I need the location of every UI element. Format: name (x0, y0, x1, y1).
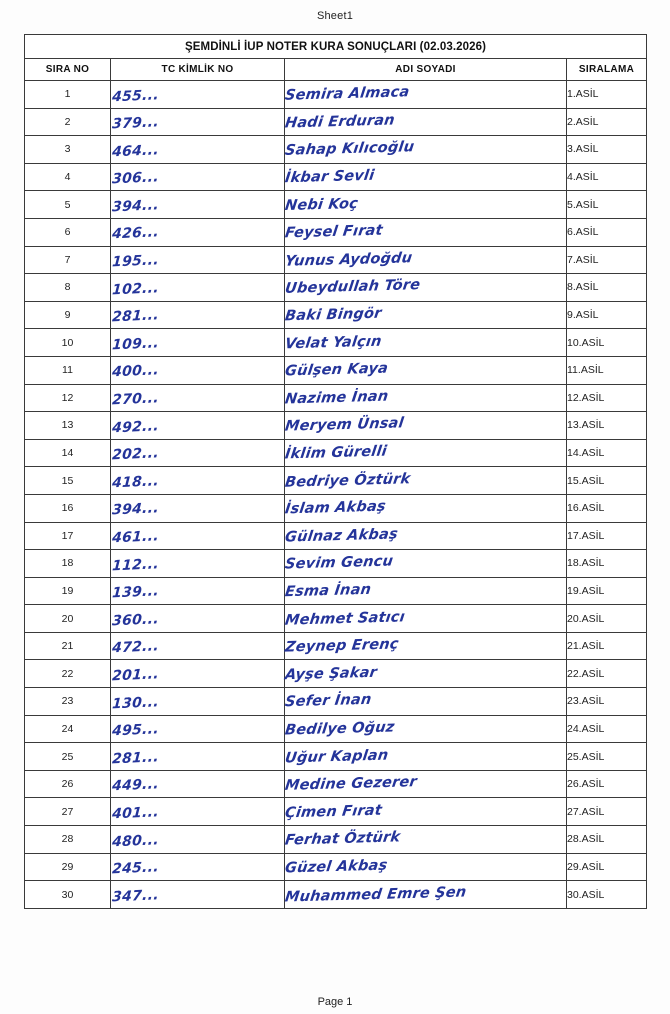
handwritten-name-value: Nebi Koç (283, 195, 359, 214)
table-row (25, 218, 647, 246)
cell-adi-soyadi (285, 191, 567, 219)
cell-tc-kimlik-no (110, 686, 285, 717)
column-header-sira-no: SIRA NO (25, 59, 111, 81)
cell-adi-soyadi (285, 384, 567, 412)
cell-adi-soyadi (285, 632, 567, 660)
cell-sira-no: 27 (25, 798, 111, 826)
cell-tc-kimlik-no (110, 134, 285, 165)
handwritten-tc-value: 102... (110, 279, 159, 298)
table-row (25, 467, 647, 495)
cell-tc-kimlik-no (110, 217, 285, 248)
cell-tc-kimlik-no (110, 713, 285, 744)
column-header-tc-kimlik-no: TC KİMLİK NO (111, 59, 285, 81)
cell-sira-no: 23 (25, 688, 111, 716)
cell-adi-soyadi (285, 356, 567, 384)
cell-siralama: 13.ASİL (567, 412, 647, 440)
table-row (25, 191, 647, 219)
cell-tc-kimlik-no (110, 658, 285, 689)
cell-siralama: 27.ASİL (567, 798, 647, 826)
handwritten-tc-value: 394... (110, 196, 159, 216)
handwritten-tc-value: 347... (110, 886, 159, 905)
handwritten-name-value: Sahap Kılıcoğlu (283, 139, 416, 160)
handwritten-name-value: Velat Yalçın (283, 333, 383, 353)
table-row (25, 853, 647, 881)
handwritten-tc-value: 461... (110, 527, 159, 547)
cell-tc-kimlik-no (110, 79, 285, 110)
cell-tc-kimlik-no (110, 741, 285, 772)
cell-adi-soyadi (285, 246, 567, 274)
handwritten-name-value: Ferhat Öztürk (283, 829, 402, 849)
handwritten-tc-value: 112... (110, 555, 159, 574)
cell-sira-no: 2 (25, 108, 111, 136)
cell-siralama: 15.ASİL (567, 467, 647, 495)
cell-sira-no: 20 (25, 605, 111, 633)
table-row (25, 274, 647, 302)
cell-adi-soyadi (285, 715, 567, 743)
cell-adi-soyadi (285, 136, 567, 164)
kura-results-table (24, 34, 647, 909)
cell-adi-soyadi (285, 494, 567, 522)
cell-siralama: 25.ASİL (567, 743, 647, 771)
handwritten-tc-value: 109... (110, 334, 159, 354)
handwritten-name-value: Çimen Fırat (283, 802, 383, 822)
table-row (25, 605, 647, 633)
table-row (25, 494, 647, 522)
cell-adi-soyadi (285, 688, 567, 716)
table-row (25, 522, 647, 550)
cell-sira-no: 8 (25, 274, 111, 302)
handwritten-tc-value: 201... (110, 665, 159, 685)
cell-adi-soyadi (285, 467, 567, 495)
table-row (25, 384, 647, 412)
handwritten-tc-value: 195... (110, 252, 159, 271)
cell-tc-kimlik-no (110, 106, 285, 137)
handwritten-tc-value: 480... (110, 831, 159, 850)
cell-siralama: 4.ASİL (567, 163, 647, 191)
cell-adi-soyadi (285, 743, 567, 771)
handwritten-name-value: Nazime İnan (283, 388, 390, 408)
cell-tc-kimlik-no (110, 465, 285, 496)
handwritten-tc-value: 495... (110, 721, 159, 740)
handwritten-name-value: Bedriye Öztürk (283, 470, 412, 491)
table-row (25, 136, 647, 164)
handwritten-name-value: Güzel Akbaş (283, 857, 389, 877)
cell-sira-no: 3 (25, 136, 111, 164)
table-body (25, 35, 647, 909)
handwritten-tc-value: 306... (110, 169, 159, 188)
handwritten-name-value: Ayşe Şakar (283, 664, 378, 684)
cell-siralama: 21.ASİL (567, 632, 647, 660)
cell-siralama: 16.ASİL (567, 494, 647, 522)
handwritten-tc-value: 130... (110, 693, 159, 712)
handwritten-tc-value: 449... (110, 776, 159, 795)
table-row (25, 412, 647, 440)
cell-adi-soyadi (285, 274, 567, 302)
table-row (25, 743, 647, 771)
cell-siralama: 19.ASİL (567, 577, 647, 605)
handwritten-tc-value: 270... (110, 390, 159, 409)
table-row (25, 163, 647, 191)
handwritten-tc-value: 379... (110, 114, 159, 133)
cell-siralama: 2.ASİL (567, 108, 647, 136)
cell-siralama: 29.ASİL (567, 853, 647, 881)
table-row (25, 688, 647, 716)
cell-adi-soyadi (285, 81, 567, 109)
cell-sira-no: 12 (25, 384, 111, 412)
cell-tc-kimlik-no (110, 299, 285, 330)
cell-tc-kimlik-no (110, 631, 285, 662)
cell-tc-kimlik-no (110, 575, 285, 606)
cell-sira-no: 16 (25, 494, 111, 522)
cell-adi-soyadi (285, 163, 567, 191)
cell-siralama: 26.ASİL (567, 770, 647, 798)
cell-sira-no: 19 (25, 577, 111, 605)
table-row (25, 301, 647, 329)
cell-tc-kimlik-no (110, 355, 285, 386)
cell-sira-no: 15 (25, 467, 111, 495)
cell-sira-no: 29 (25, 853, 111, 881)
cell-adi-soyadi (285, 108, 567, 136)
handwritten-name-value: Baki Bingör (283, 305, 383, 325)
handwritten-tc-value: 400... (110, 362, 159, 381)
cell-siralama: 22.ASİL (567, 660, 647, 688)
table-row (25, 798, 647, 826)
handwritten-name-value: İslam Akbaş (283, 498, 387, 518)
handwritten-tc-value: 455... (110, 86, 159, 105)
handwritten-name-value: İkbar Sevli (283, 167, 376, 187)
table-row (25, 356, 647, 384)
cell-adi-soyadi (285, 605, 567, 633)
cell-siralama: 18.ASİL (567, 550, 647, 578)
table-header-row (25, 59, 647, 81)
cell-sira-no: 24 (25, 715, 111, 743)
cell-siralama: 9.ASİL (567, 301, 647, 329)
handwritten-name-value: Yunus Aydoğdu (283, 250, 414, 270)
cell-tc-kimlik-no (110, 272, 285, 303)
cell-siralama: 10.ASİL (567, 329, 647, 357)
cell-sira-no: 26 (25, 770, 111, 798)
cell-sira-no: 6 (25, 218, 111, 246)
handwritten-name-value: Ubeydullah Töre (283, 277, 422, 298)
cell-sira-no: 17 (25, 522, 111, 550)
handwritten-tc-value: 464... (110, 141, 159, 160)
cell-siralama: 24.ASİL (567, 715, 647, 743)
handwritten-name-value: Hadi Erduran (283, 112, 396, 132)
cell-sira-no: 10 (25, 329, 111, 357)
table-row (25, 81, 647, 109)
results-table-container (24, 34, 646, 909)
cell-sira-no: 5 (25, 191, 111, 219)
cell-tc-kimlik-no (110, 493, 285, 524)
handwritten-name-value: Gülnaz Akbaş (283, 526, 399, 546)
sheet-label: Sheet1 (316, 10, 354, 22)
cell-adi-soyadi (285, 412, 567, 440)
cell-siralama: 3.ASİL (567, 136, 647, 164)
cell-tc-kimlik-no (110, 161, 285, 192)
cell-tc-kimlik-no (110, 520, 285, 551)
cell-sira-no: 21 (25, 632, 111, 660)
cell-siralama: 6.ASİL (567, 218, 647, 246)
cell-siralama: 5.ASİL (567, 191, 647, 219)
cell-sira-no: 13 (25, 412, 111, 440)
table-row (25, 632, 647, 660)
cell-sira-no: 22 (25, 660, 111, 688)
cell-sira-no: 1 (25, 81, 111, 109)
cell-tc-kimlik-no (110, 327, 285, 358)
table-row (25, 550, 647, 578)
table-row (25, 826, 647, 854)
handwritten-name-value: Medine Gezerer (283, 774, 418, 795)
cell-siralama: 1.ASİL (567, 81, 647, 109)
cell-adi-soyadi (285, 439, 567, 467)
cell-adi-soyadi (285, 329, 567, 357)
cell-tc-kimlik-no (110, 410, 285, 441)
table-row (25, 108, 647, 136)
table-row (25, 577, 647, 605)
cell-tc-kimlik-no (110, 437, 285, 468)
cell-tc-kimlik-no (110, 796, 285, 827)
table-row (25, 660, 647, 688)
handwritten-name-value: Feysel Fırat (283, 222, 384, 242)
handwritten-name-value: Zeynep Erenç (283, 636, 400, 656)
cell-sira-no: 4 (25, 163, 111, 191)
cell-sira-no: 18 (25, 550, 111, 578)
cell-tc-kimlik-no (110, 879, 285, 910)
handwritten-name-value: Sefer İnan (283, 692, 373, 711)
handwritten-tc-value: 426... (110, 224, 159, 243)
table-row (25, 439, 647, 467)
cell-siralama: 20.ASİL (567, 605, 647, 633)
cell-tc-kimlik-no (110, 603, 285, 634)
handwritten-tc-value: 139... (110, 583, 159, 602)
table-row (25, 770, 647, 798)
column-header-siralama: SIRALAMA (567, 59, 647, 81)
handwritten-tc-value: 202... (110, 445, 159, 464)
handwritten-name-value: Sevim Gencu (283, 553, 395, 573)
cell-adi-soyadi (285, 301, 567, 329)
handwritten-name-value: Meryem Ünsal (283, 415, 405, 436)
cell-siralama: 12.ASİL (567, 384, 647, 412)
handwritten-name-value: İklim Gürelli (283, 443, 388, 463)
cell-sira-no: 11 (25, 356, 111, 384)
handwritten-name-value: Bedilye Oğuz (283, 719, 396, 739)
table-title: ŞEMDİNLİ İUP NOTER KURA SONUÇLARI (02.03.2026) (25, 35, 647, 59)
cell-tc-kimlik-no (110, 189, 285, 220)
cell-tc-kimlik-no (110, 244, 285, 275)
cell-adi-soyadi (285, 522, 567, 550)
cell-siralama: 23.ASİL (567, 688, 647, 716)
handwritten-tc-value: 472... (110, 638, 159, 657)
cell-siralama: 28.ASİL (567, 826, 647, 854)
cell-sira-no: 25 (25, 743, 111, 771)
column-header-adi-soyadi: ADI SOYADI (285, 59, 567, 81)
handwritten-name-value: Mehmet Satıcı (283, 608, 406, 629)
cell-adi-soyadi (285, 881, 567, 909)
table-row (25, 246, 647, 274)
handwritten-tc-value: 281... (110, 307, 159, 326)
handwritten-name-value: Esma İnan (283, 581, 373, 601)
cell-sira-no: 14 (25, 439, 111, 467)
cell-adi-soyadi (285, 550, 567, 578)
table-row (25, 715, 647, 743)
cell-tc-kimlik-no (110, 769, 285, 800)
cell-siralama: 11.ASİL (567, 356, 647, 384)
table-row (25, 881, 647, 909)
cell-sira-no: 30 (25, 881, 111, 909)
cell-sira-no: 9 (25, 301, 111, 329)
handwritten-name-value: Muhammed Emre Şen (283, 883, 468, 906)
table-title-row (25, 35, 647, 59)
cell-siralama: 8.ASİL (567, 274, 647, 302)
handwritten-tc-value: 418... (110, 472, 159, 492)
handwritten-tc-value: 394... (110, 500, 159, 519)
cell-sira-no: 7 (25, 246, 111, 274)
handwritten-name-value: Gülşen Kaya (283, 360, 390, 380)
cell-adi-soyadi (285, 798, 567, 826)
handwritten-tc-value: 492... (110, 417, 159, 436)
cell-tc-kimlik-no (110, 548, 285, 579)
cell-siralama: 17.ASİL (567, 522, 647, 550)
handwritten-name-value: Semira Almaca (283, 84, 411, 105)
cell-sira-no: 28 (25, 826, 111, 854)
cell-siralama: 7.ASİL (567, 246, 647, 274)
cell-tc-kimlik-no (110, 851, 285, 882)
cell-adi-soyadi (285, 577, 567, 605)
cell-tc-kimlik-no (110, 382, 285, 413)
handwritten-tc-value: 245... (110, 859, 159, 878)
cell-adi-soyadi (285, 853, 567, 881)
cell-siralama: 14.ASİL (567, 439, 647, 467)
cell-tc-kimlik-no (110, 824, 285, 855)
handwritten-tc-value: 360... (110, 610, 159, 630)
cell-siralama: 30.ASİL (567, 881, 647, 909)
cell-adi-soyadi (285, 770, 567, 798)
page-footer: Page 1 (317, 996, 353, 1008)
handwritten-name-value: Uğur Kaplan (283, 747, 390, 767)
cell-adi-soyadi (285, 660, 567, 688)
cell-adi-soyadi (285, 218, 567, 246)
table-row (25, 329, 647, 357)
handwritten-tc-value: 401... (110, 803, 159, 823)
handwritten-tc-value: 281... (110, 748, 159, 768)
cell-adi-soyadi (285, 826, 567, 854)
